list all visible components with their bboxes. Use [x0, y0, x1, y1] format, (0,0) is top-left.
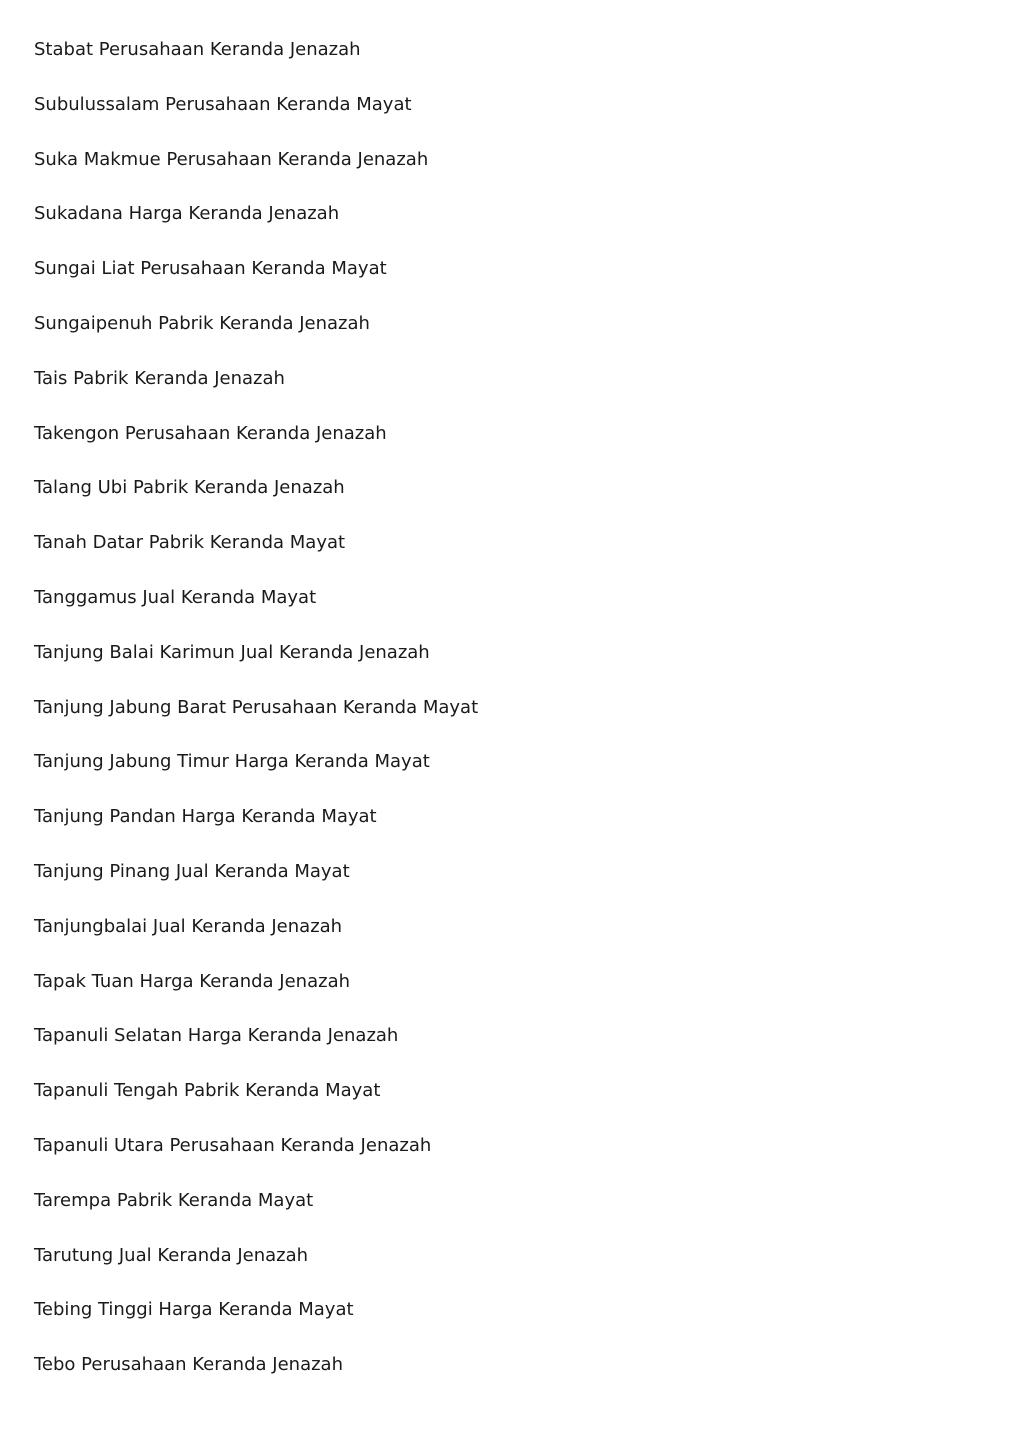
list-item: Tanjungbalai Jual Keranda Jenazah: [34, 915, 343, 937]
list-item: Tanjung Jabung Timur Harga Keranda Mayat: [34, 751, 430, 773]
list-item: Tarutung Jual Keranda Jenazah: [34, 1244, 309, 1266]
list-item: Suka Makmue Perusahaan Keranda Jenazah: [34, 148, 429, 170]
list-item: Tanjung Balai Karimun Jual Keranda Jenazah: [34, 641, 430, 663]
list-item: Stabat Perusahaan Keranda Jenazah: [34, 39, 361, 60]
list-item: Tais Pabrik Keranda Jenazah: [34, 367, 285, 389]
list-item: Subulussalam Perusahaan Keranda Mayat: [34, 93, 412, 115]
list-item: Talang Ubi Pabrik Keranda Jenazah: [34, 477, 345, 499]
list-item: Tanjung Pinang Jual Keranda Mayat: [34, 860, 350, 882]
list-item: Tebing Tinggi Harga Keranda Mayat: [34, 1299, 354, 1321]
list-item: Tebo Perusahaan Keranda Jenazah: [34, 1354, 343, 1376]
list-item: Takengon Perusahaan Keranda Jenazah: [34, 422, 387, 444]
list-item: Sungai Liat Perusahaan Keranda Mayat: [34, 258, 387, 280]
list-item: Tanah Datar Pabrik Keranda Mayat: [34, 532, 346, 554]
list-item: Tanjung Pandan Harga Keranda Mayat: [34, 806, 377, 828]
list-item: Sukadana Harga Keranda Jenazah: [34, 203, 340, 225]
list-item: Tarempa Pabrik Keranda Mayat: [34, 1189, 314, 1211]
list-item: Tanggamus Jual Keranda Mayat: [34, 586, 317, 608]
list-item: Tapanuli Selatan Harga Keranda Jenazah: [34, 1025, 399, 1047]
list-item: Tapak Tuan Harga Keranda Jenazah: [34, 970, 351, 992]
list-item: Tanjung Jabung Barat Perusahaan Keranda Mayat: [34, 696, 479, 718]
list-item: Sungaipenuh Pabrik Keranda Jenazah: [34, 312, 370, 334]
list-item: Tapanuli Utara Perusahaan Keranda Jenazah: [34, 1134, 432, 1156]
list-item: Tapanuli Tengah Pabrik Keranda Mayat: [34, 1080, 381, 1102]
entry-list: [34, 36, 984, 1406]
